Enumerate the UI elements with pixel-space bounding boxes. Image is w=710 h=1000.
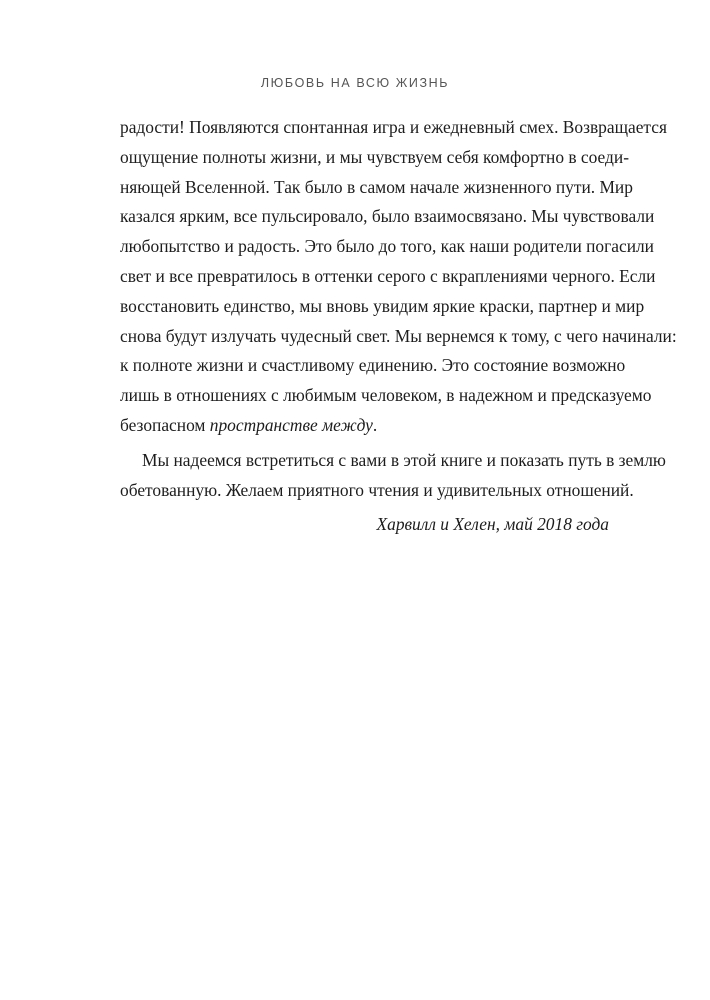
text-line: казался ярким, все пульсировало, было взаимосвязано. Мы чувствовали [120,206,655,227]
running-head: ЛЮБОВЬ НА ВСЮ ЖИЗНЬ [260,76,450,90]
text-line-last [120,411,609,441]
text-line: восстановить единство, мы вновь увидим яркие краски, партнер и мир [120,295,645,316]
body-text [120,113,677,540]
text-line: любопытство и радость. Это было до того, как наши родители погасили [120,236,654,257]
text-line: ощущение полноты жизни, и мы чувствуем себя комфортно в соеди- [120,146,629,167]
text-line: лишь в отношениях с любимым человеком, в надежном и предсказуемо [120,385,652,406]
text-line: свет и все превратилось в оттенки серого с вкраплениями черного. Если [120,265,656,286]
text-line: к полноте жизни и счастливому единению. Это состояние возможно [120,355,626,376]
text-line: снова будут излучать чудесный свет. Мы вернемся к тому, с чего начинали: [120,325,677,346]
text-run: . [372,414,378,435]
text-run: безопасном [120,414,210,435]
paragraph-1 [120,113,677,441]
text-line: Мы надеемся встретиться с вами в этой книге и показать путь в землю [142,449,666,470]
signature: Харвилл и Хелен, май 2018 года [376,514,609,535]
text-line: радости! Появляются спонтанная игра и ежедневный смех. Возвращается [120,117,667,137]
text-line: няющей Вселенной. Так было в самом начале жизненного пути. Мир [120,176,633,197]
paragraph-2 [120,446,666,506]
emphasized-term: пространстве между [209,414,373,435]
text-line-last: обетованную. Желаем приятного чтения и удивительных отношений. [120,479,634,500]
